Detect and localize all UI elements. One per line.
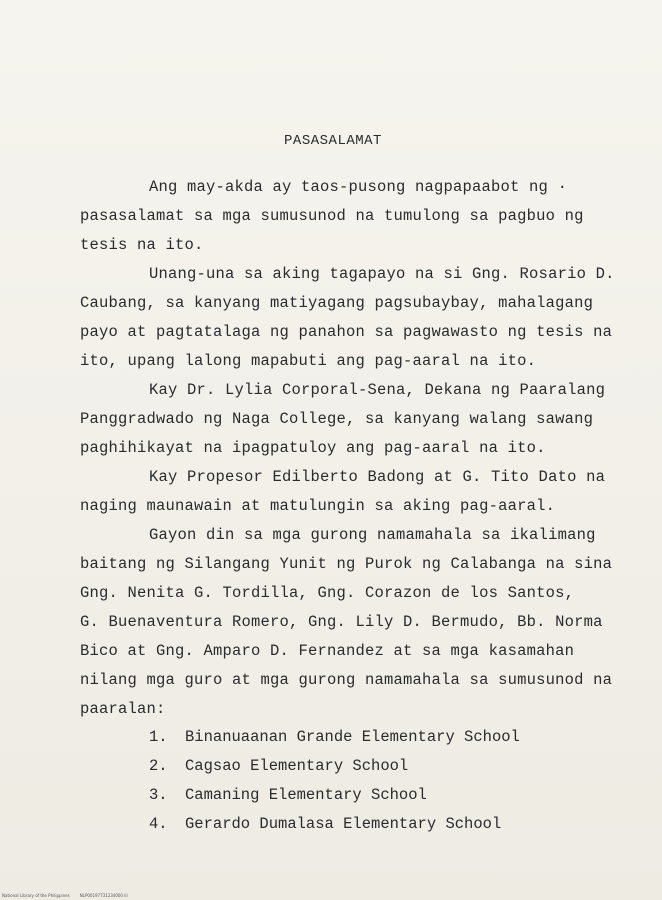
- footer-id: NLP00197731234000 lil: [79, 893, 128, 898]
- paragraph-line: Ang may-akda ay taos-pusong nagpapaabot ng ·: [149, 178, 568, 196]
- list-number: 4.: [149, 815, 168, 833]
- paragraph-line: payo at pagtatalaga ng panahon sa pagwawasto ng tesis na: [80, 323, 613, 341]
- list-number: 1.: [149, 728, 168, 746]
- paragraph-line: baitang ng Silangang Yunit ng Purok ng Calabanga na sina: [80, 555, 613, 573]
- footer-watermark: [2, 893, 128, 898]
- paragraph-line: pasasalamat sa mga sumusunod na tumulong sa pagbuo ng: [80, 207, 584, 225]
- list-text: Camaning Elementary School: [185, 786, 427, 804]
- paragraph-line: naging maunawain at matulungin sa aking pag-aaral.: [80, 497, 556, 515]
- list-text: Cagsao Elementary School: [185, 757, 409, 775]
- paragraph-line: ito, upang lalong mapabuti ang pag-aaral na ito.: [80, 352, 537, 370]
- title-text: PASASALAMAT: [284, 133, 382, 149]
- paragraph-line: Bico at Gng. Amparo D. Fernandez at sa mga kasamahan: [80, 642, 575, 660]
- list-item: [149, 786, 427, 804]
- list-text: Binanuaanan Grande Elementary School: [185, 728, 520, 746]
- paragraph-line: Unang-una sa aking tagapayo na si Gng. Rosario D.: [149, 265, 615, 283]
- footer-source: National Library of the Philippines: [2, 893, 70, 898]
- paragraph-line: tesis na ito.: [80, 236, 204, 254]
- paragraph-line: paaralan:: [80, 700, 166, 718]
- paragraph-line: nilang mga guro at mga gurong namamahala sa sumusunod na: [80, 671, 613, 689]
- paragraph-line: Caubang, sa kanyang matiyagang pagsubaybay, mahalagang: [80, 294, 594, 312]
- list-text: Gerardo Dumalasa Elementary School: [185, 815, 502, 833]
- list-item: [149, 815, 501, 833]
- list-number: 3.: [149, 786, 168, 804]
- paragraph-line: Kay Propesor Edilberto Badong at G. Tito Dato na: [149, 468, 606, 486]
- list-item: [149, 757, 408, 775]
- paragraph-line: Panggradwado ng Naga College, sa kanyang walang sawang: [80, 410, 594, 428]
- list-number: 2.: [149, 757, 168, 775]
- paragraph-line: Kay Dr. Lylia Corporal-Sena, Dekana ng Paaralang: [149, 381, 606, 399]
- paragraph-line: G. Buenaventura Romero, Gng. Lily D. Bermudo, Bb. Norma: [80, 613, 603, 631]
- paragraph-line: Gayon din sa mga gurong namamahala sa ikalimang: [149, 526, 596, 544]
- paragraph-line: paghihikayat na ipagpatuloy ang pag-aaral na ito.: [80, 439, 546, 457]
- list-item: [149, 728, 520, 746]
- paragraph-line: Gng. Nenita G. Tordilla, Gng. Corazon de los Santos,: [80, 584, 575, 602]
- page-title: [0, 133, 662, 149]
